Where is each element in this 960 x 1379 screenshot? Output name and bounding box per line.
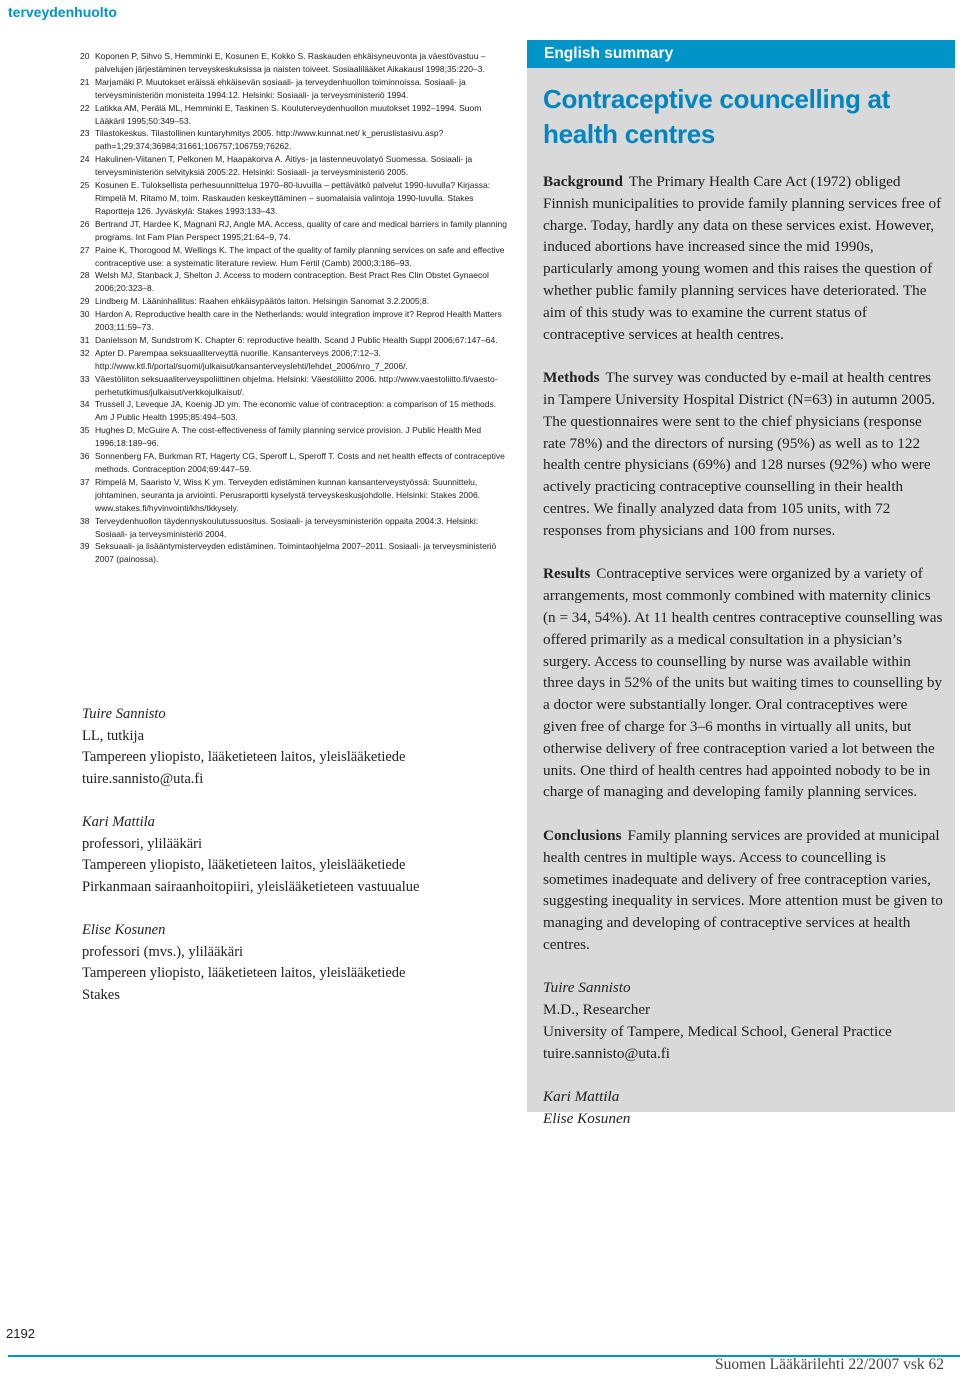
reference-text: Rimpelä M, Saaristo V, Wiss K ym. Terveyden edistäminen kunnan kansanterveystyössä: Suunnittelu, johtaminen, seuranta ja arviointi. Perusraportti kyselystä terveyskeskusjohdolle. Helsinki: Stakes 2006. www.stakes.fi/hyvinvointi/khs/tkkysely. bbox=[95, 476, 481, 513]
author-block bbox=[82, 920, 512, 1006]
reference-item bbox=[80, 153, 510, 179]
reference-item bbox=[80, 76, 510, 102]
author-name: Tuire Sannisto bbox=[82, 706, 166, 722]
reference-item bbox=[80, 244, 510, 270]
reference-text: Kosunen E. Tuloksellista perhesuunnittelua 1970–80-luvuilla – pettävätkö palvelut 1990-luvulla? Kirjassa: Rimpelä M, Ritamo M, toim. Raskauden keskeyttäminen – suomalaisia valintoja 1990-luvulla. Stakes Raportteja 126. Jyväskylä: Stakes 1993:133–43. bbox=[95, 180, 491, 216]
reference-item bbox=[80, 50, 510, 76]
reference-item bbox=[80, 127, 510, 153]
reference-text: Hughes D, McGuire A. The cost-effectiveness of family planning service provision. J Public Health Med 1996;18:189–96. bbox=[95, 425, 482, 449]
reference-text: Paine K, Thorogood M, Wellings K. The impact of the quality of family planning services on safe and effective contraceptive use: a systematic literature review. Hum Fertil (Camb) 2000;3:186–93. bbox=[95, 244, 505, 268]
reference-list bbox=[80, 50, 510, 566]
author-block bbox=[82, 704, 512, 790]
reference-item bbox=[80, 398, 510, 424]
reference-number: 33 bbox=[80, 373, 90, 384]
reference-number: 27 bbox=[80, 244, 90, 255]
summary-section-text: Contraceptive services were organized by a variety of arrangements, most commonly combined with maternity clinics (n = 34, 54%). At 11 health centres contraceptive counselling was offered primarily as a medical consultation in a physician’s surgery. Access to counselling by nurse was available within three days in 52% of the units but waiting times to counselling by a doctor were substantially longer. Oral contraceptives were given free of charge for 3–6 months in virtually all units, but otherwise delivery of free contraception varied a lot between the units. One third of health centres had appointed nobody to be in charge of managing and developing family planning services. bbox=[543, 565, 943, 801]
author-affiliation: professori, ylilääkäri bbox=[82, 835, 202, 852]
reference-text: Danielsson M, Sundstrom K. Chapter 6: reproductive health. Scand J Public Health Suppl 2006;67:147–64. bbox=[95, 334, 498, 345]
summary-section-text: The Primary Health Care Act (1972) obliged Finnish municipalities to provide family planning services free of charge. Today, hardly any data on these services exist. However, induced abortions have increased since the mid 1990s, particularly among young women and this raises the question of whether public family planning services have deteriorated. The aim of this study was to examine the current status of contraceptive services at health centres. bbox=[543, 173, 942, 343]
reference-item bbox=[80, 179, 510, 218]
reference-item bbox=[80, 373, 510, 399]
reference-item bbox=[80, 450, 510, 476]
summary-section-methods bbox=[543, 367, 943, 541]
journal-name: Suomen Lääkärilehti 22/2007 vsk 62 bbox=[714, 1356, 944, 1373]
reference-item bbox=[80, 102, 510, 128]
author-name: Tuire Sannisto bbox=[543, 979, 631, 997]
author-name: Elise Kosunen bbox=[82, 921, 166, 938]
summary-section-results bbox=[543, 563, 943, 803]
reference-number: 21 bbox=[80, 76, 90, 87]
reference-number: 35 bbox=[80, 425, 90, 436]
reference-number: 24 bbox=[80, 154, 90, 165]
reference-number: 20 bbox=[80, 51, 90, 61]
author-affiliation: M.D., Researcher bbox=[543, 1001, 651, 1019]
author-affiliation: LL, tutkija bbox=[82, 727, 145, 744]
reference-number: 32 bbox=[80, 347, 90, 358]
reference-text: Koponen P, Sihvo S, Hemminki E, Kosunen E, Kokko S. Raskauden ehkäisyneuvonta ja väestövastuu – palvelujen järjestäminen terveyskeskuksissa ja naisten toiveet. Sosiaalilääket Aikakausl 1998;35:220–3. bbox=[95, 51, 486, 74]
reference-number: 22 bbox=[80, 102, 90, 113]
reference-text: Welsh MJ, Stanback J, Shelton J. Access to modern contraception. Best Pract Res Clin Obstet Gynaecol 2006;20:323–8. bbox=[95, 270, 489, 294]
reference-text: Seksuaali- ja lisääntymisterveyden edistäminen. Toimintaohjelma 2007–2011. Sosiaali- ja terveysministeriö 2007 (painossa). bbox=[95, 541, 497, 565]
summary-title: Contraceptive councelling at health centres bbox=[543, 84, 891, 149]
summary-section-text: The survey was conducted by e-mail at health centres in Tampere University Hospital District (N=63) in autumn 2005. The questionnaires were sent to the chief physicians (response rate 78%) and the directors of nursing (95%) as well as to 122 health centre physicians (69%) and 128 nurses (92%) who were actively practicing contraceptive counselling in their health centres. We finally analyzed data from 105 units, with 72 responses from physicians and 100 from nurses. bbox=[543, 369, 936, 539]
reference-number: 39 bbox=[80, 541, 90, 552]
reference-number: 34 bbox=[80, 399, 90, 410]
reference-item bbox=[80, 424, 510, 450]
reference-item bbox=[80, 347, 510, 373]
reference-text: Väestöliiton seksuaaliterveyspoliittinen ohjelma. Helsinki: Väestöliitto 2006. http://www.vaestoliitto.fi/vaesto-perhetutkimus/julkaisut/verkkojulkaisut/. bbox=[95, 373, 498, 397]
reference-text: Hakulinen-Viitanen T, Pelkonen M, Haapakorva A. Äitiys- ja lastenneuvolatyö Suomessa. Sosiaali- ja terveysministeriön selvityksiä 2005:22. Helsinki: Sosiaali- ja terveysministeriö 2005. bbox=[95, 154, 473, 178]
reference-number: 23 bbox=[80, 128, 90, 139]
reference-number: 25 bbox=[80, 180, 90, 191]
author-affiliation: Tampereen yliopisto, lääketieteen laitos, yleislääketiede bbox=[82, 857, 406, 874]
reference-number: 30 bbox=[80, 309, 90, 320]
reference-item bbox=[80, 515, 510, 541]
reference-text: Trussell J, Leveque JA, Koenig JD ym. The economic value of contraception: a comparison of 15 methods. Am J Public Health 1995;85:494–503. bbox=[95, 399, 497, 423]
summary-section-label: Conclusions bbox=[543, 826, 622, 844]
summary-body bbox=[543, 171, 943, 956]
author-block bbox=[543, 977, 943, 1064]
reference-number: 26 bbox=[80, 218, 90, 229]
author-affiliation: Tampereen yliopisto, lääketieteen laitos, yleislääketiede bbox=[82, 749, 406, 766]
author-email[interactable]: tuire.sannisto@uta.fi bbox=[82, 770, 204, 787]
reference-number: 38 bbox=[80, 515, 90, 526]
summary-section-label: Results bbox=[543, 565, 591, 583]
summary-section-text: Family planning services are provided at municipal health centres in multiple ways. Access to councelling is sometimes inadequate and delivery of free contraception varies, suggesting inequality in services. More attention must be given to managing and developing of contraceptive services at health centres. bbox=[543, 826, 943, 953]
reference-number: 28 bbox=[80, 270, 90, 281]
author-affiliation: Tampereen yliopisto, lääketieteen laitos, yleislääketiede bbox=[82, 965, 406, 982]
summary-section-background bbox=[543, 171, 943, 345]
summary-authors bbox=[543, 977, 943, 1130]
author-block bbox=[82, 812, 512, 898]
author-name: Kari Mattila bbox=[82, 813, 155, 830]
reference-item bbox=[80, 295, 510, 308]
reference-item bbox=[80, 334, 510, 347]
reference-text: Lindberg M. Lääninhallitus: Raahen ehkäisypäätös laiton. Helsingin Sanomat 3.2.2005;8. bbox=[95, 296, 430, 307]
reference-item bbox=[80, 476, 510, 515]
author-name: Kari Mattila bbox=[543, 1088, 620, 1106]
authors-finnish bbox=[82, 704, 512, 1028]
reference-item bbox=[80, 540, 510, 566]
reference-item bbox=[80, 308, 510, 334]
reference-number: 29 bbox=[80, 296, 90, 307]
reference-item bbox=[80, 269, 510, 295]
reference-text: Bertrand JT, Hardee K, Magnani RJ, Angle MA. Access, quality of care and medical barriers in family planning programs. Int Fam Plan Perspect 1995;21:64–9, 74. bbox=[95, 218, 507, 242]
page-number: 2192 bbox=[6, 1326, 35, 1341]
author-affiliation: Pirkanmaan sairaanhoitopiiri, yleislääketieteen vastuualue bbox=[82, 878, 420, 895]
author-affiliation: Stakes bbox=[82, 986, 120, 1003]
summary-header: English summary bbox=[527, 40, 955, 68]
author-block bbox=[543, 1108, 943, 1130]
reference-number: 31 bbox=[80, 334, 90, 345]
english-summary-panel bbox=[527, 40, 955, 1128]
reference-text: Marjamäki P. Muutokset eräissä ehkäisevän sosiaali- ja terveydenhuollon toiminnoissa. Sosiaali- ja terveysministeriön monisteita 1994:12. Helsinki: Sosiaali- ja terveysministeriö 1994. bbox=[95, 76, 466, 100]
reference-number: 36 bbox=[80, 451, 90, 462]
summary-section-conclusions bbox=[543, 825, 943, 956]
reference-number: 37 bbox=[80, 476, 90, 487]
reference-text: Hardon A. Reproductive health care in the Netherlands: would integration improve it? Reprod Health Matters 2003;11:59–73. bbox=[95, 309, 502, 333]
summary-section-label: Background bbox=[543, 173, 623, 190]
author-block bbox=[543, 1086, 943, 1108]
reference-text: Tilastokeskus. Tilastollinen kuntaryhmitys 2005. http://www.kunnat.net/ k_peruslistasivu.asp?path=1;29;374;36984;31661;106757;106759;76262. bbox=[95, 128, 444, 152]
reference-text: Apter D. Parempaa seksuaaliterveyttä nuorille. Kansanterveys 2006;7:12–3. http://www.ktl.fi/portal/suomi/julkaisut/kansanterveyslehti/lehdet_2006/nro_7_2006/. bbox=[95, 347, 408, 371]
author-email[interactable]: tuire.sannisto@uta.fi bbox=[543, 1044, 671, 1062]
reference-text: Terveydenhuollon täydennyskoulutussuositus. Sosiaali- ja terveysministeriön oppaita 2004:3. Helsinki: Sosiaali- ja terveysministeriö 2004. bbox=[95, 515, 479, 539]
author-affiliation: professori (mvs.), ylilääkäri bbox=[82, 943, 244, 960]
section-label: terveydenhuolto bbox=[8, 4, 117, 20]
reference-text: Latikka AM, Perälä ML, Hemminki E, Taskinen S. Kouluterveydenhuollon muutokset 1992–1994. Suom Lääkäril 1995;50:349–53. bbox=[95, 102, 482, 126]
reference-text: Sonnenberg FA, Burkman RT, Hagerty CG, Speroff L, Speroff T. Costs and net health effects of contraceptive methods. Contraception 2004;69:447–59. bbox=[95, 451, 505, 474]
summary-section-label: Methods bbox=[543, 369, 600, 387]
author-name: Elise Kosunen bbox=[543, 1110, 631, 1128]
reference-item bbox=[80, 218, 510, 244]
author-affiliation: University of Tampere, Medical School, General Practice bbox=[543, 1023, 892, 1041]
